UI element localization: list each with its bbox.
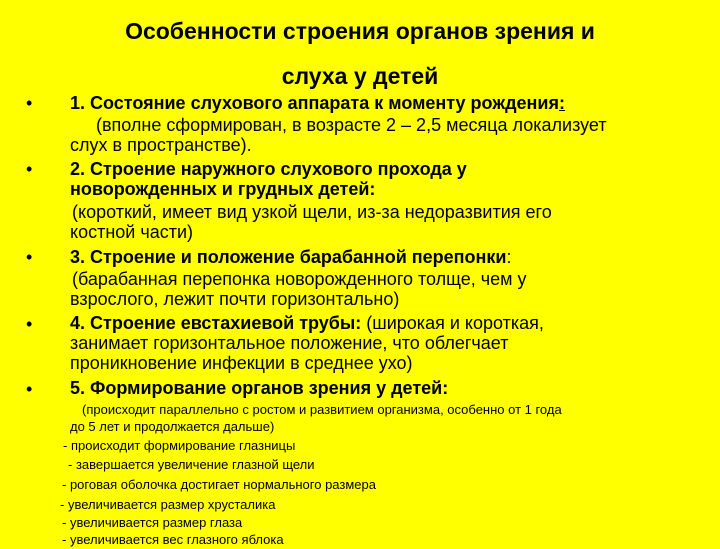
item-1-heading-line <box>70 93 565 113</box>
item-5-detail-2: до 5 лет и продолжается дальше) <box>70 419 275 434</box>
item-4-detail-1: (широкая и короткая, <box>361 313 544 333</box>
slide-title-line-1: Особенности строения органов зрения и <box>125 18 595 44</box>
slide-title-line-2: слуха у детей <box>281 63 439 89</box>
item-2-heading-1: 2. Строение наружного слухового прохода у <box>70 159 467 179</box>
item-1-detail-1: (вполне сформирован, в возрасте 2 – 2,5 месяца локализует <box>96 115 607 135</box>
item-3-heading-colon: : <box>506 247 512 267</box>
bullet-4: • <box>26 314 33 334</box>
item-5-detail-1: (происходит параллельно с ростом и развитием организма, особенно от 1 года <box>82 402 562 417</box>
item-3-detail-2: взрослого, лежит почти горизонтально) <box>70 289 400 309</box>
item-4-heading: 4. Строение евстахиевой трубы: <box>70 313 362 333</box>
item-3-heading: 3. Строение и положение барабанной перепонки <box>70 247 507 267</box>
item-5-detail-6: - увеличивается размер хрусталика <box>60 497 276 512</box>
item-5-detail-5: - роговая оболочка достигает нормального размера <box>62 477 376 492</box>
item-2-detail-2: костной части) <box>70 222 194 242</box>
item-5-detail-7: - увеличивается размер глаза <box>62 515 243 530</box>
item-3-detail-1: (барабанная перепонка новорожденного толще, чем у <box>72 269 527 289</box>
bullet-2: • <box>26 159 33 179</box>
item-5-detail-8: - увеличивается вес глазного яблока <box>62 532 284 547</box>
item-4-detail-3: проникновение инфекции в среднее ухо) <box>70 353 413 373</box>
item-2-detail-1: (короткий, имеет вид узкой щели, из-за недоразвития его <box>72 202 552 222</box>
item-2-heading-2: новорожденных и грудных детей: <box>70 179 376 199</box>
item-1-heading-colon: : <box>558 93 565 113</box>
bullet-1: • <box>26 93 33 113</box>
item-1-detail-2: слух в пространстве). <box>70 135 252 155</box>
item-4-detail-2: занимает горизонтальное положение, что облегчает <box>70 333 509 353</box>
bullet-5: • <box>26 379 33 399</box>
item-5-detail-3: - происходит формирование глазницы <box>63 438 296 453</box>
item-3-heading-line <box>70 247 512 267</box>
item-5-heading: 5. Формирование органов зрения у детей: <box>70 378 449 398</box>
item-1-heading: 1. Состояние слухового аппарата к моменту рождения <box>70 93 559 113</box>
item-4-heading-line <box>70 313 544 333</box>
item-5-detail-4: - завершается увеличение глазной щели <box>68 457 315 472</box>
bullet-3: • <box>26 247 33 267</box>
